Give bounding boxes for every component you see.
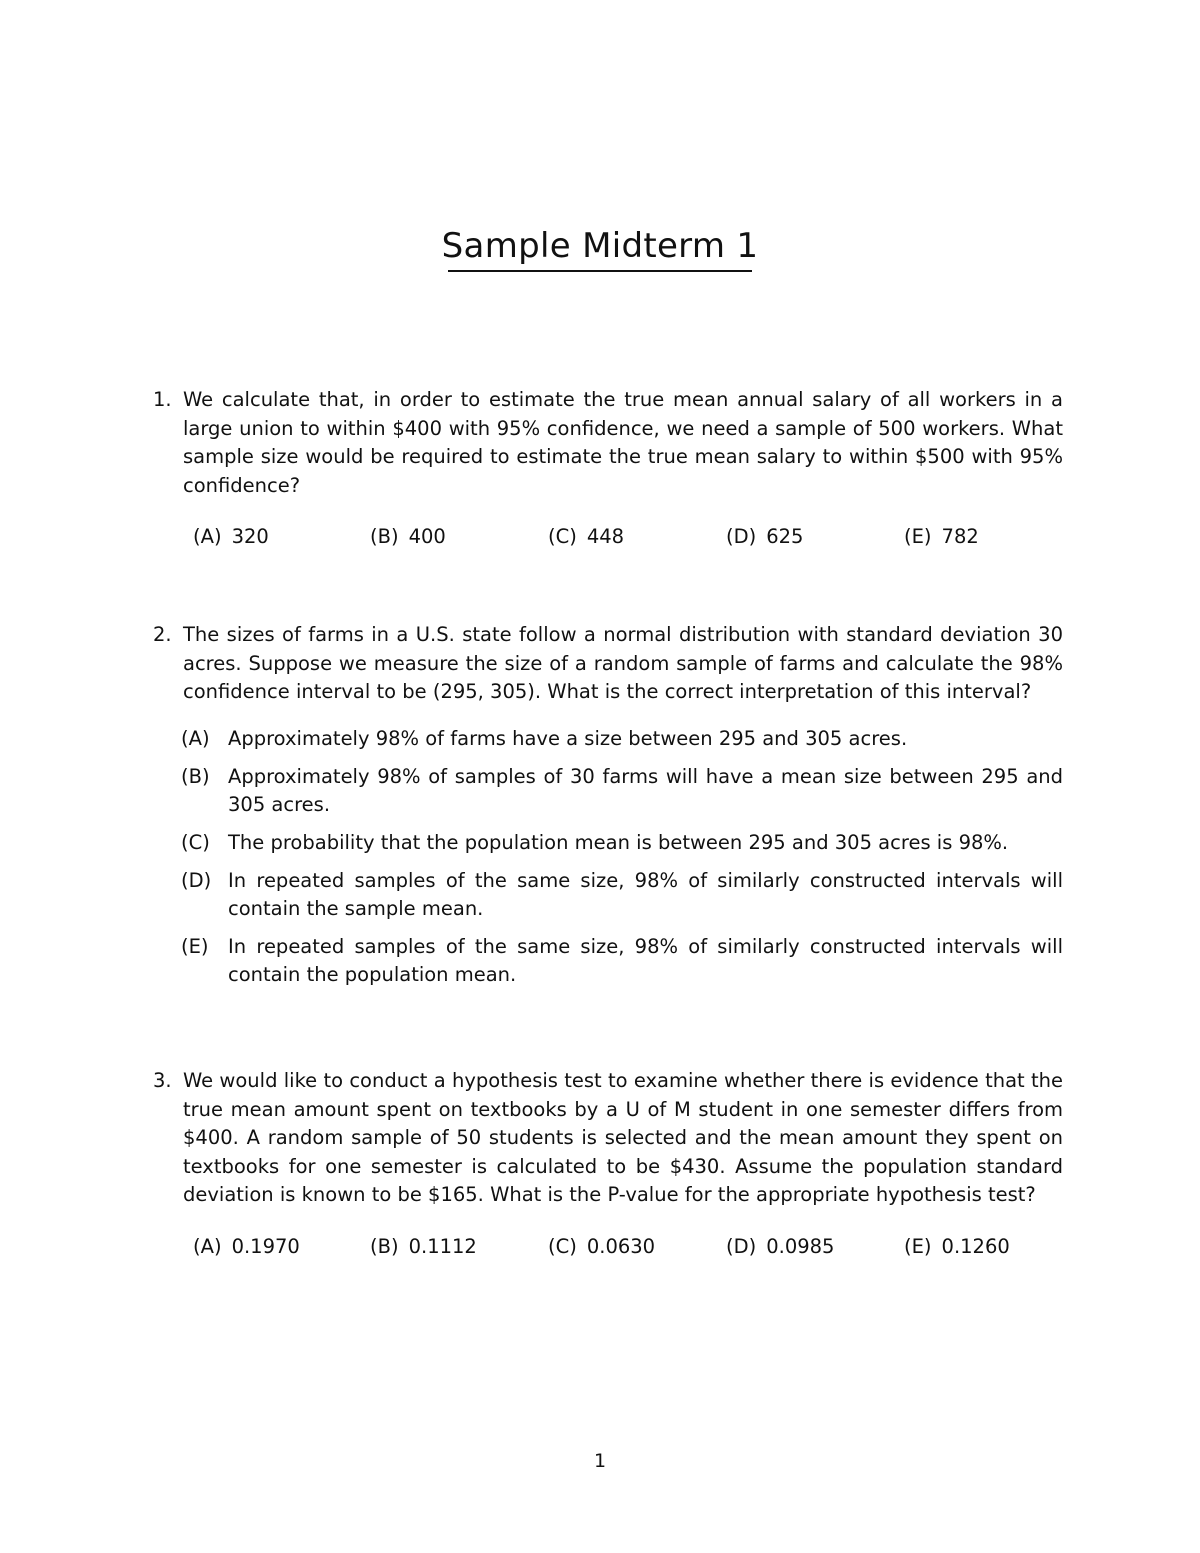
title-underline — [448, 270, 752, 272]
choice-label: (E) — [904, 1234, 932, 1258]
question-1-choices — [193, 522, 1063, 552]
choice-label: (C) — [548, 1234, 577, 1258]
question-3 — [153, 1067, 1063, 1262]
question-3-number: 3. — [153, 1069, 172, 1092]
choice-text: 0.1970 — [231, 1234, 300, 1258]
question-3-choice-c[interactable] — [548, 1232, 655, 1262]
question-3-text: We would like to conduct a hypothesis test to examine whether there is evidence that the true mean amount spent on textbooks by a U of M student in one semester differs from $400. A random sample of 50 students is selected and the mean amount they spent on textbooks for one semester is calculated to be $430. Assume the population standard deviation is known to be $165. What is the P-value for the appropriate hypothesis test? — [183, 1069, 1063, 1206]
choice-text: 0.1112 — [408, 1234, 477, 1258]
choice-text: In repeated samples of the same size, 98% of similarly constructed intervals will contain the sample mean. — [228, 868, 1063, 920]
question-2-text: The sizes of farms in a U.S. state follow a normal distribution with standard deviation 30 acres. Suppose we measure the size of a random sample of farms and calculate the 98% confidence interval to be (295, 305). What is the correct interpretation of this interval? — [183, 623, 1063, 703]
choice-text: 625 — [766, 525, 804, 548]
question-3-choice-d[interactable] — [726, 1232, 834, 1262]
choice-text: 448 — [586, 525, 625, 548]
choice-text: 0.0985 — [766, 1234, 835, 1258]
question-1-choice-c[interactable] — [548, 522, 624, 552]
choice-text: In repeated samples of the same size, 98% of similarly constructed intervals will contain the population mean. — [228, 934, 1063, 986]
choice-label: (B) — [370, 525, 399, 548]
page-number: 1 — [593, 1450, 607, 1472]
choice-text: Approximately 98% of farms have a size between 295 and 305 acres. — [228, 726, 908, 750]
choice-label: (B) — [181, 764, 210, 788]
choice-label: (E) — [181, 934, 209, 958]
choice-label: (C) — [548, 525, 577, 548]
question-1-choice-b[interactable] — [370, 522, 446, 552]
question-2-choices — [181, 725, 1063, 989]
choice-text: Approximately 98% of samples of 30 farms will have a mean size between 295 and 305 acres. — [228, 764, 1063, 816]
question-3-choices — [193, 1232, 1063, 1262]
choice-text: 320 — [231, 525, 269, 548]
choice-label: (C) — [181, 830, 210, 854]
choice-label: (A) — [193, 1234, 222, 1258]
choice-text: 400 — [408, 525, 446, 548]
question-3-choice-e[interactable] — [904, 1232, 1010, 1262]
choice-label: (D) — [726, 525, 757, 548]
question-2-choice-d[interactable] — [181, 867, 1063, 923]
choice-label: (A) — [181, 726, 210, 750]
choice-label: (A) — [193, 525, 222, 548]
question-2-choice-a[interactable] — [181, 725, 1063, 753]
question-1-choice-e[interactable] — [904, 522, 979, 552]
question-2-number: 2. — [153, 623, 172, 646]
question-1-text: We calculate that, in order to estimate the true mean annual salary of all workers in a large union to within $400 with 95% confidence, we need a sample of 500 workers. What sample size would be required to estimate the true mean salary to within $500 with 95% confidence? — [183, 388, 1063, 497]
choice-label: (D) — [726, 1234, 757, 1258]
choice-label: (E) — [904, 525, 932, 548]
choice-text: 782 — [941, 525, 979, 548]
choice-text: 0.0630 — [586, 1234, 656, 1258]
choice-text: 0.1260 — [941, 1234, 1010, 1258]
question-2-choice-b[interactable] — [181, 763, 1063, 819]
choice-text: The probability that the population mean is between 295 and 305 acres is 98%. — [228, 830, 1009, 854]
question-3-choice-a[interactable] — [193, 1232, 300, 1262]
choice-label: (B) — [370, 1234, 399, 1258]
question-2-choice-c[interactable] — [181, 829, 1063, 857]
question-3-choice-b[interactable] — [370, 1232, 477, 1262]
choice-label: (D) — [181, 868, 212, 892]
page-title: Sample Midterm 1 — [441, 226, 759, 266]
question-1 — [153, 386, 1063, 552]
question-1-number: 1. — [153, 388, 172, 411]
question-1-choice-d[interactable] — [726, 522, 803, 552]
question-1-choice-a[interactable] — [193, 522, 269, 552]
question-2-choice-e[interactable] — [181, 933, 1063, 989]
question-2 — [153, 621, 1063, 999]
